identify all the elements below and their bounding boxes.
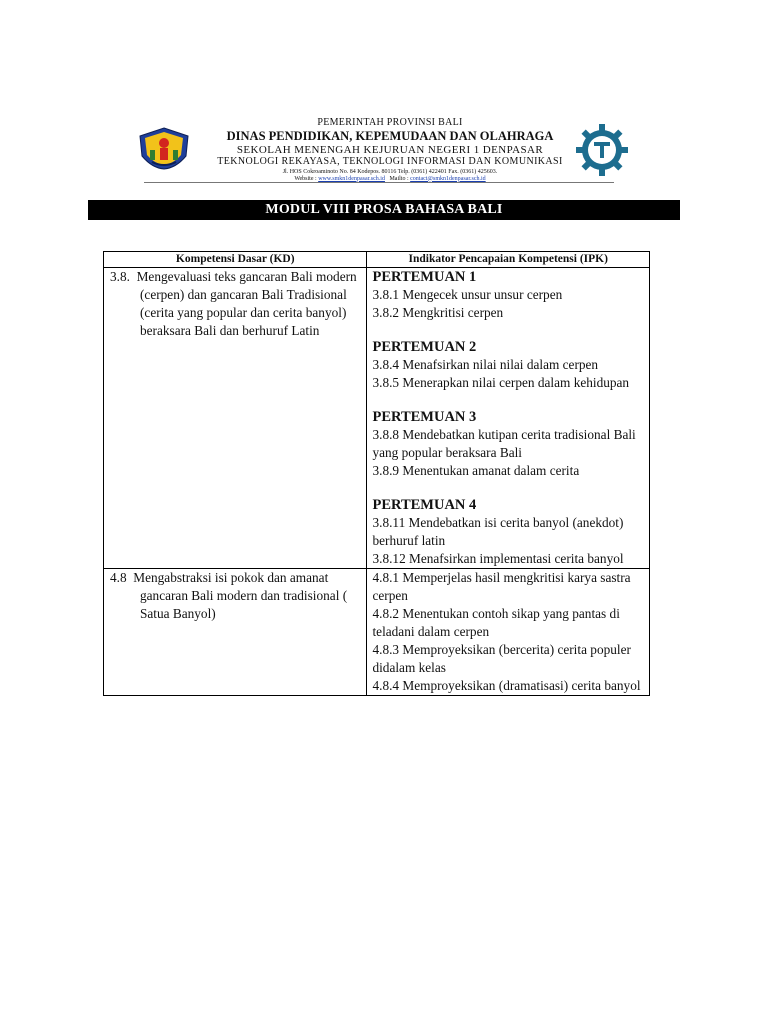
school-name: SEKOLAH MENENGAH KEJURUAN NEGERI 1 DENPASAR bbox=[236, 143, 544, 156]
meeting-title: PERTEMUAN 2 bbox=[372, 339, 477, 355]
table-row bbox=[104, 268, 650, 569]
indicator-item: 4.8.4 Memproyeksikan (dramatisasi) cerita banyol bbox=[372, 678, 641, 693]
kd-text: Mengevaluasi teks gancaran Bali modern (cerpen) dan gancaran Bali Tradisional (cerita yang popular dan cerita banyol) beraksara Bali dan berhuruf Latin bbox=[136, 269, 357, 338]
competency-table bbox=[103, 251, 650, 696]
kd-cell bbox=[104, 569, 367, 696]
letterhead-text bbox=[210, 118, 570, 182]
department-line: DINAS PENDIDIKAN, KEPEMUDAAN DAN OLAHRAGA bbox=[226, 129, 554, 143]
meeting-group bbox=[372, 408, 645, 480]
website-label: Website : bbox=[294, 175, 317, 182]
meeting-title: PERTEMUAN 4 bbox=[372, 497, 477, 513]
table-header-row bbox=[104, 252, 650, 268]
gear-school-emblem-icon bbox=[574, 122, 630, 178]
indicator-item: 3.8.11 Mendebatkan isi cerita banyol (anekdot) berhuruf latin bbox=[372, 515, 624, 548]
meeting-title: PERTEMUAN 3 bbox=[372, 409, 477, 425]
mailto-label: Mailto : bbox=[389, 175, 409, 182]
kd-cell bbox=[104, 268, 367, 569]
kd-text: Mengabstraksi isi pokok dan amanat gancaran Bali modern dan tradisional ( Satua Banyol) bbox=[133, 570, 348, 621]
meeting-title: PERTEMUAN 1 bbox=[372, 269, 477, 285]
table-row bbox=[104, 569, 650, 696]
bali-province-crest-icon bbox=[136, 126, 192, 170]
indicator-item: 3.8.5 Menerapkan nilai cerpen dalam kehidupan bbox=[372, 375, 630, 390]
indicator-item: 3.8.4 Menafsirkan nilai nilai dalam cerpen bbox=[372, 357, 599, 372]
indicator-item: 4.8.1 Memperjelas hasil mengkritisi karya sastra cerpen bbox=[372, 570, 631, 603]
indicator-item: 4.8.2 Menentukan contoh sikap yang pantas di teladani dalam cerpen bbox=[372, 606, 620, 639]
meeting-group bbox=[372, 268, 645, 322]
indicator-item: 3.8.12 Menafsirkan implementasi cerita banyol bbox=[372, 551, 624, 566]
kd-item bbox=[110, 569, 362, 623]
school-programs: TEKNOLOGI REKAYASA, TEKNOLOGI INFORMASI DAN KOMUNIKASI bbox=[217, 155, 563, 167]
indicator-item: 3.8.9 Menentukan amanat dalam cerita bbox=[372, 463, 580, 478]
email-link[interactable]: contact@smkn1denpasar.sch.id bbox=[410, 175, 486, 182]
column-header-kd: Kompetensi Dasar (KD) bbox=[104, 252, 367, 268]
letterhead-divider bbox=[144, 182, 614, 183]
ipk-cell bbox=[367, 268, 650, 569]
website-link[interactable]: www.smkn1denpasar.sch.id bbox=[318, 175, 385, 182]
indicator-item: 3.8.1 Mengecek unsur unsur cerpen bbox=[372, 287, 563, 302]
module-title: MODUL VIII PROSA BAHASA BALI bbox=[88, 200, 680, 220]
kd-number: 4.8 bbox=[110, 570, 127, 585]
column-header-ipk: Indikator Pencapaian Kompetensi (IPK) bbox=[367, 252, 650, 268]
meeting-group bbox=[372, 496, 645, 568]
indicator-item: 3.8.8 Mendebatkan kutipan cerita tradisional Bali yang popular beraksara Bali bbox=[372, 427, 636, 460]
school-contact bbox=[210, 176, 570, 182]
letterhead bbox=[130, 118, 630, 188]
kd-item bbox=[110, 268, 362, 340]
indicator-item: 3.8.2 Mengkritisi cerpen bbox=[372, 305, 504, 320]
school-address: Jl. HOS Cokroaminoto No. 84 Kodepos. 80116 Telp. (0361) 422401 Fax. (0361) 425603. bbox=[282, 168, 498, 175]
ipk-cell bbox=[367, 569, 650, 696]
government-line: PEMERINTAH PROVINSI BALI bbox=[317, 117, 463, 128]
meeting-group bbox=[372, 338, 645, 392]
kd-number: 3.8. bbox=[110, 269, 130, 284]
indicator-item: 4.8.3 Memproyeksikan (bercerita) cerita populer didalam kelas bbox=[372, 642, 631, 675]
